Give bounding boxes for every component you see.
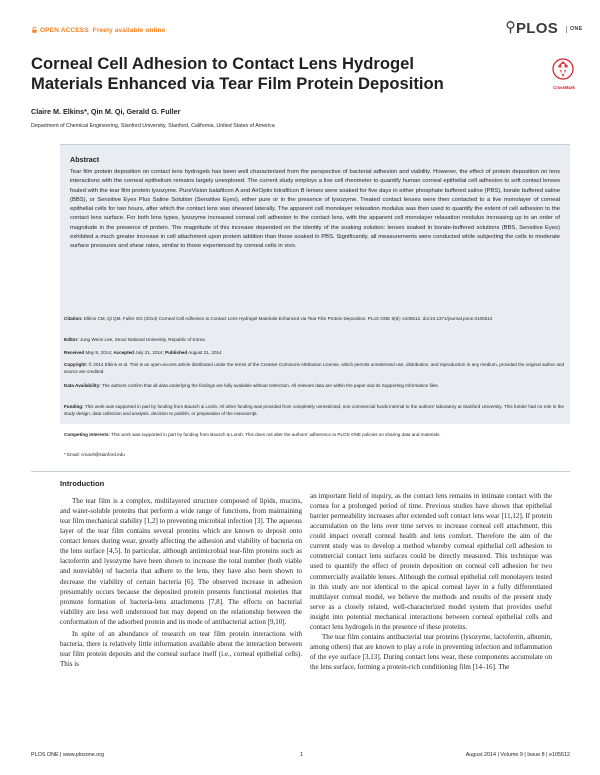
editor-text: Jung Weon Lee, Seoul National University, Republic of Korea (80, 337, 205, 342)
affiliation: Department of Chemical Engineering, Stanford University, Stanford, California, United States of America (31, 123, 275, 129)
data-availability-label: Data Availability: (64, 383, 101, 388)
footer-journal: PLOS ONE | www.plosone.org (31, 752, 105, 758)
page-number: 1 (300, 752, 303, 758)
intro-paragraph-4: The tear film contains antibacterial tear proteins (lysozyme, lactoferrin, albumin, among others) that are known to play a role in preventing infection and inflammation of the eye surface [3,13]. During contact lens wear, these components accumulate on the lens surface, forming a protein-rich conditioning film [14–16]. The (310, 632, 552, 672)
funding-label: Funding: (64, 404, 84, 409)
article-title (31, 54, 531, 93)
editor-block (64, 337, 564, 344)
title-line-2: Materials Enhanced via Tear Film Protein Deposition (31, 73, 444, 93)
published-date: August 21, 2014 (188, 350, 222, 355)
dates-block (64, 350, 564, 357)
intro-paragraph-2: In spite of an abundance of research on tear film protein interactions with bacteria, there is relatively little information available about the interaction between tear film protein deposits and the corneal surface itself (i.e., corneal epithelial cells). This is (60, 629, 302, 668)
crossmark-label: CrossMark (553, 85, 575, 90)
competing-interests-label: Competing Interests: (64, 432, 110, 437)
crossmark-badge[interactable] (552, 58, 574, 96)
crossmark-icon (552, 58, 574, 84)
title-line-1: Corneal Cell Adhesion to Contact Lens Hydrogel (31, 54, 414, 73)
intro-paragraph-3: an important field of inquiry, as the contact lens remains in intimate contact with the cornea for a prolonged period of time. Previous studies have shown that epithelial barrier permeability increases after extended soft contact lens wear [11,12]. If protein accumulation on the lens over time serves to increase corneal cell attachment, this could impact overall corneal health and lens comfort. Therefore the aim of the current study was to develop a method whereby corneal epithelial cell adhesion to commercial contact lens surfaces could be directly measured. This technique was used to quantify the effect of protein deposition on corneal cell adhesion for two commercially available lenses. Although the corneal epithelial cell monolayers tested in this study are not identical to the apical corneal layer in a fully differentiated multilayer corneal model, we believe the methods and results of the present study serve as a closely related, well-characterized model system that provides useful insight into potential mechanical interactions between corneal epithelial cells and contact lens hydrogels in the presence of these proteins. (310, 492, 552, 631)
accepted-label: Accepted (113, 350, 134, 355)
freely-available-label: Freely available online (92, 27, 166, 34)
journal-header (0, 0, 600, 50)
data-availability-block (64, 383, 564, 390)
abstract-heading: Abstract (70, 155, 100, 164)
competing-interests-block (64, 432, 564, 439)
copyright-text: © 2014 Elkins et al. This is an open-access article distributed under the terms of the Creative Commons Attribution License, which permits unrestricted use, distribution, and reproduction in any medium, provided the original author and source are credited. (64, 362, 565, 374)
corresponding-email-link[interactable]: * Email: cmac9@stanford.edu (64, 452, 125, 457)
published-label: Published (165, 350, 188, 355)
plos-mark-icon (506, 21, 515, 34)
open-access-banner (31, 27, 165, 34)
open-lock-icon (32, 27, 37, 33)
body-column-left (60, 496, 302, 669)
one-wordmark: ONE (566, 26, 583, 33)
open-access-label: OPEN ACCESS (39, 27, 89, 34)
citation-block (64, 316, 564, 323)
copyright-label: Copyright: (64, 362, 88, 367)
email-block (64, 452, 564, 459)
section-divider (31, 471, 570, 472)
intro-paragraph-1: The tear film is a complex, multilayered structure composed of lipids, mucins, and water-soluble proteins that perform a wide range of functions, from maintaining tear film mechanical stability [1,2] to preventing microbial infection [3]. The aqueous layer of the tear film contains several proteins which are known to deposit onto contact lenses during wear, greatly affecting the adhesion and viability of bacteria on the lens surface [4,5]. In particular, although antimicrobial tear-film proteins such as lactoferrin and lysozyme have been shown to increase the total number (both viable and nonviable) of bacteria that adhere to the lens, they have also been shown to decrease the viability of certain bacteria [6]. The observed increase in adhesion presumably occurs because the deposited protein presents functional moieties that promote formation of bacteria-lens attachments [7,8]. The effects on bacterial viability are less well understood but may depend on the relationship between the conformation of the adsorbed protein and its mode of antibacterial action [9,10]. (60, 497, 302, 626)
introduction-heading: Introduction (60, 479, 105, 488)
data-availability-text: The authors confirm that all data underlying the findings are fully available without restriction. All relevant data are within the paper and its Supporting Information files. (101, 383, 439, 388)
copyright-block (64, 362, 564, 376)
abstract-box (60, 144, 570, 424)
body-column-right (310, 491, 552, 672)
competing-interests-text: This work was supported in part by funding from Bausch & Lomb. This does not alter the authors' adherence to PLOS ONE policies on sharing data and materials. (111, 432, 441, 437)
author-list: Claire M. Elkins*, Qin M. Qi, Gerald G. Fuller (31, 107, 181, 116)
citation-label: Citation: (64, 316, 83, 321)
accepted-date: July 21, 2014; (135, 350, 164, 355)
funding-block (64, 404, 564, 418)
plos-wordmark: PLOS (516, 20, 559, 37)
footer-issue-info: August 2014 | Volume 9 | Issue 8 | e105512 (465, 752, 570, 758)
citation-text: Elkins CM, Qi QM, Fuller GG (2014) Corneal Cell Adhesion to Contact Lens Hydrogel Materials Enhanced via Tear Film Protein Deposition. PLoS ONE 9(8): e105512. doi:10.1371/journal.pone.0105512 (83, 316, 493, 321)
editor-label: Editor: (64, 337, 79, 342)
received-date: May 8, 2014; (85, 350, 113, 355)
received-label: Received (64, 350, 85, 355)
funding-text: This work was supported in part by funding from Bausch & Lomb. All other funding was provided from completely unrestricted, non-commercial funds internal to the authors' laboratory at Stanford University. This funder had no role in the study design, data collection and analysis, decision to publish, or preparation of the manuscript. (64, 404, 565, 416)
abstract-body: Tear film protein deposition on contact lens hydrogels has been well characterized from the perspective of bacterial adhesion and viability. However, the effect of protein deposition on lens interactions with the corneal epithelium remains largely unexplored. The current study employs a live cell rheometer to quantify human corneal epithelial cell adhesion to soft contact lenses fouled with the tear film protein lysozyme. PureVision balafilcon A and AirOptix lotrafilcon B lenses were soaked for five days in either phosphate buffered saline (PBS), borate buffered saline (BBS), or Sensitive Eyes Plus Saline Solution (Sensitive Eyes), either pure or in the presence of lysozyme. Treated contact lenses were then contacted to a live monolayer of corneal epithelial cells for two hours, after which the contact lens was sheared laterally. The apparent cell monolayer relaxation modulus was then used to quantify the extent of cell adhesion to the contact lens surface. For both lens types, lysozyme increased corneal cell adhesion to the contact lens, with the apparent cell monolayer relaxation modulus increasing up to an order of magnitude in the presence of protein. The magnitude of this increase depended on the identity of the soaking solution: lenses soaked in borate-buffered solutions (BBS, Sensitive Eyes) exhibited a much greater increase in cell attachment upon protein addition than those soaked in PBS. Significantly, all measurements were conducted while subjecting the cells to moderate surface pressures and shear rates, similar to those experienced by corneal cells in vivo. (70, 169, 560, 250)
